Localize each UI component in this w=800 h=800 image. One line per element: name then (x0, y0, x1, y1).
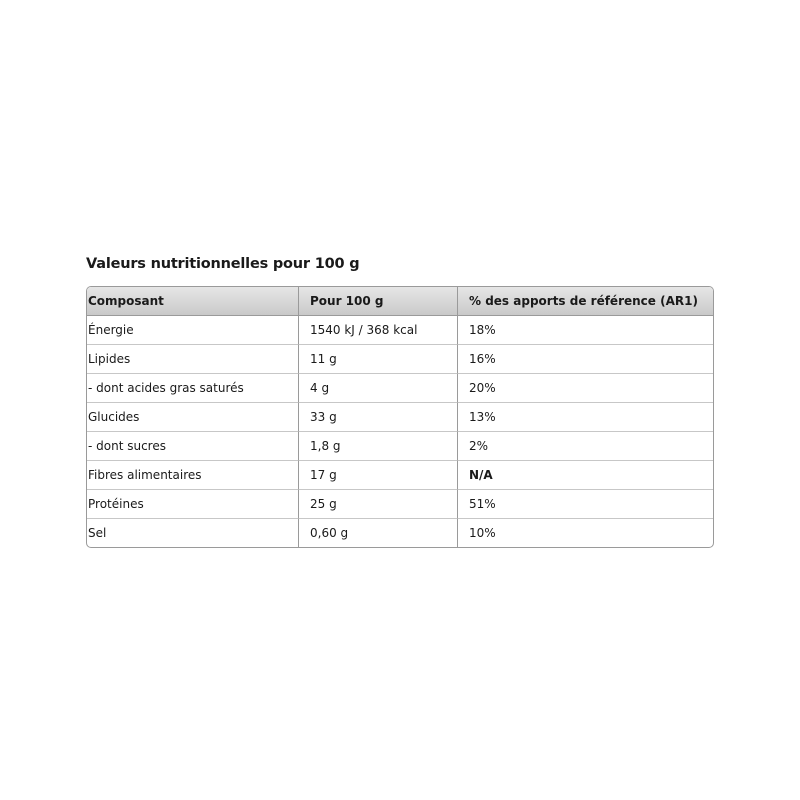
row-amount: 33 g (299, 403, 458, 432)
row-label: - dont sucres (87, 432, 299, 461)
row-amount: 25 g (299, 490, 458, 519)
row-percent: 16% (458, 345, 713, 374)
row-amount: 0,60 g (299, 519, 458, 547)
table-row (87, 374, 713, 403)
row-label: Fibres alimentaires (87, 461, 299, 490)
column-header-per-100g: Pour 100 g (299, 287, 458, 316)
table-row (87, 432, 713, 461)
row-label: Glucides (87, 403, 299, 432)
row-amount: 1540 kJ / 368 kcal (299, 316, 458, 345)
table-header-row (87, 287, 713, 316)
row-label: Énergie (87, 316, 299, 345)
section-title: Valeurs nutritionnelles pour 100 g (86, 256, 360, 272)
table-row (87, 403, 713, 432)
table-row (87, 519, 713, 547)
column-header-composant: Composant (87, 287, 299, 316)
table-row (87, 345, 713, 374)
row-amount: 1,8 g (299, 432, 458, 461)
row-label: Protéines (87, 490, 299, 519)
row-label: Sel (87, 519, 299, 547)
row-percent: 10% (469, 526, 496, 540)
row-label: - dont acides gras saturés (87, 374, 299, 403)
table-row (87, 316, 713, 345)
table-row (87, 490, 713, 519)
row-percent: N/A (458, 461, 713, 490)
row-amount: 4 g (299, 374, 458, 403)
table-row (87, 461, 713, 490)
row-percent: 51% (458, 490, 713, 519)
row-label: Lipides (87, 345, 299, 374)
column-header-reference-intake: % des apports de référence (AR1) (458, 287, 713, 316)
row-percent: 20% (458, 374, 713, 403)
row-percent: 2% (458, 432, 713, 461)
row-amount: 11 g (299, 345, 458, 374)
row-percent: 13% (458, 403, 713, 432)
row-percent: 18% (458, 316, 713, 345)
row-amount: 17 g (299, 461, 458, 490)
nutrition-table (86, 286, 714, 548)
nutrition-section (86, 253, 712, 548)
